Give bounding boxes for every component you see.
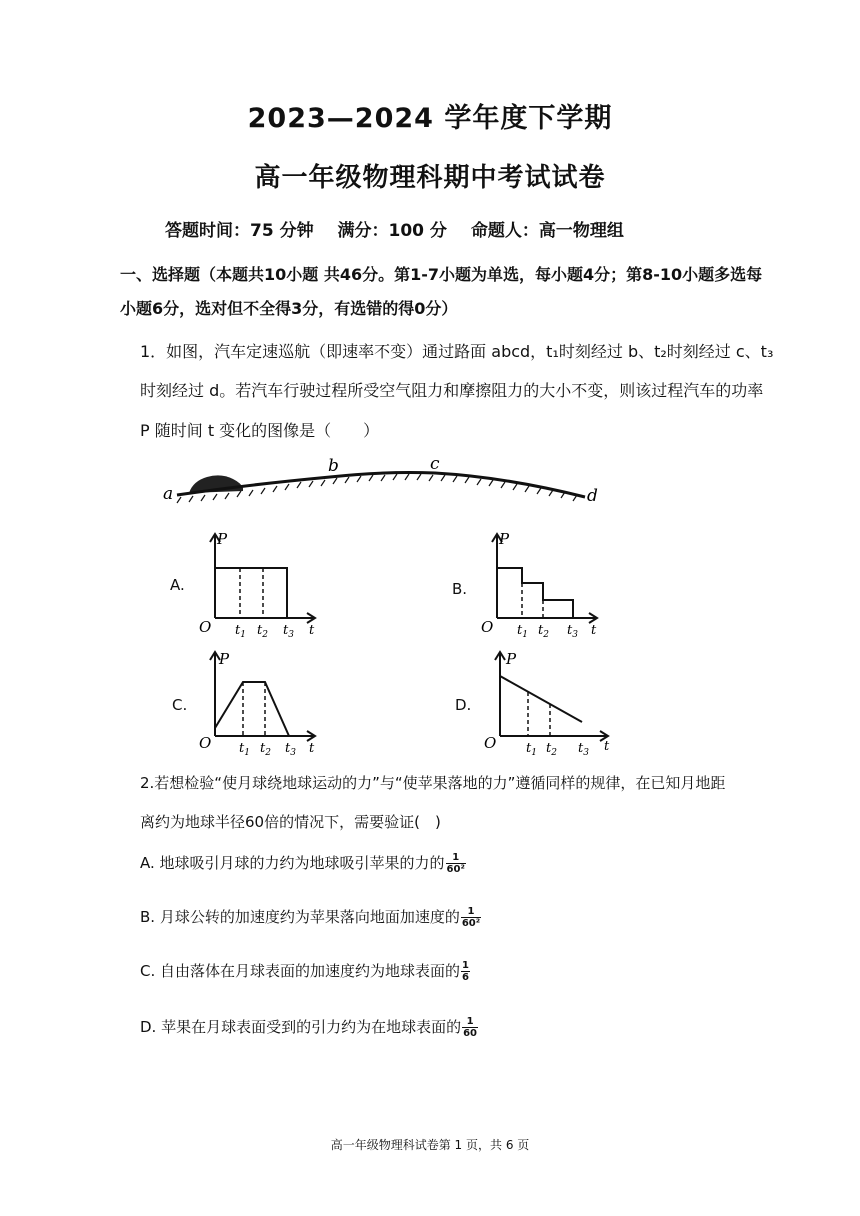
q2-option-b-fraction <box>461 906 481 929</box>
graph-a-ylabel: P <box>217 530 228 548</box>
q2-option-c <box>140 960 470 983</box>
graph-b-t1: $t_1$ <box>517 623 528 640</box>
graph-a-t2: $t_2$ <box>257 623 268 640</box>
graph-d-ylabel: P <box>506 650 517 668</box>
frac-num: 1 <box>462 960 469 971</box>
frac-num: 1 <box>446 852 466 864</box>
road-label-a: a <box>163 484 174 504</box>
graph-c <box>195 648 335 760</box>
exam-time: 答题时间：75 分钟 <box>165 221 314 241</box>
graph-d-t3: $t_3$ <box>578 741 589 758</box>
graph-d-line <box>500 676 582 722</box>
graph-d-t1: $t_1$ <box>526 741 537 758</box>
q2-option-d <box>140 1016 478 1039</box>
graph-b-origin: O <box>481 618 494 636</box>
frac-num: 1 <box>462 1016 478 1028</box>
road-label-d: d <box>587 486 598 506</box>
q2-line1: 2.若想检验“使月球绕地球运动的力”与“使苹果落地的力”遵循同样的规律，在已知月地距 <box>140 774 726 792</box>
graph-a-origin: O <box>199 618 212 636</box>
graph-a-t1: $t_1$ <box>235 623 246 640</box>
road-label-b: b <box>328 456 339 476</box>
q2-option-a <box>140 852 466 875</box>
graph-b-t2: $t_2$ <box>538 623 549 640</box>
graph-b <box>477 530 617 642</box>
page-footer: 高一年级物理科试卷第 1 页，共 6 页 <box>330 1138 530 1152</box>
exam-author: 命题人：高一物理组 <box>470 221 624 241</box>
graph-c-ylabel: P <box>219 650 230 668</box>
q2-option-b <box>140 906 481 929</box>
graph-a <box>195 530 335 642</box>
graph-d <box>480 648 630 760</box>
graph-a-t3: $t_3$ <box>283 623 294 640</box>
frac-num: 1 <box>461 906 481 918</box>
graph-b-ylabel: P <box>499 530 510 548</box>
graph-a-line <box>215 568 287 618</box>
exam-meta <box>165 216 642 241</box>
section-heading-line2: 小题6分，选对但不全得3分，有选错的得0分） <box>120 299 458 318</box>
section-heading-line1: 一、选择题（本题共10小题 共46分。第1-7小题为单选，每小题4分；第8-10小题多选每 <box>120 265 763 284</box>
graph-c-origin: O <box>199 734 212 752</box>
graph-c-t2: $t_2$ <box>260 741 271 758</box>
frac-den: 6 <box>462 972 469 983</box>
q2-option-a-fraction <box>446 852 466 875</box>
option-c-label: C. <box>172 696 188 714</box>
q2-option-c-text: C. 自由落体在月球表面的加速度约为地球表面的 <box>140 962 461 980</box>
exam-subtitle: 高一年级物理科期中考试试卷 <box>254 163 606 193</box>
q1-line1: 1．如图，汽车定速巡航（即速率不变）通过路面 abcd，t₁时刻经过 b、t₂时刻经过 c、t₃ <box>140 342 774 361</box>
q1-line3: P 随时间 t 变化的图像是（ ） <box>140 421 380 440</box>
q2-option-a-text: A. 地球吸引月球的力约为地球吸引苹果的力的 <box>140 854 445 872</box>
graph-b-xlabel: t <box>591 623 597 638</box>
graph-d-t2: $t_2$ <box>546 741 557 758</box>
graph-a-xlabel: t <box>309 623 315 638</box>
q2-option-c-fraction <box>461 960 470 983</box>
road-label-c: c <box>430 455 440 474</box>
option-a-label: A. <box>170 576 185 594</box>
graph-c-t3: $t_3$ <box>285 741 296 758</box>
frac-den: 60 <box>463 1028 478 1039</box>
q2-option-d-fraction <box>462 1016 478 1039</box>
graph-c-xlabel: t <box>309 741 315 756</box>
graph-b-line <box>497 568 573 618</box>
q2-line2: 离约为地球半径60倍的情况下，需要验证( ) <box>140 813 441 831</box>
frac-den: 60² <box>461 918 481 929</box>
graph-d-xlabel: t <box>604 739 610 754</box>
graph-b-t3: $t_3$ <box>567 623 578 640</box>
q2-option-b-text: B. 月球公转的加速度约为苹果落向地面加速度的 <box>140 908 460 926</box>
q2-option-d-text: D. 苹果在月球表面受到的引力约为在地球表面的 <box>140 1018 462 1036</box>
graph-c-line <box>215 682 289 736</box>
road-figure <box>155 455 615 515</box>
frac-den: 60² <box>446 864 465 875</box>
q1-line2: 时刻经过 d。若汽车行驶过程所受空气阻力和摩擦阻力的大小不变，则该过程汽车的功率 <box>140 381 764 400</box>
option-b-label: B. <box>452 580 468 598</box>
graph-d-origin: O <box>484 734 497 752</box>
graph-c-t1: $t_1$ <box>239 741 250 758</box>
exam-title: 2023—2024 学年度下学期 <box>247 103 613 134</box>
exam-score: 满分：100 分 <box>337 221 447 241</box>
option-d-label: D. <box>455 696 472 714</box>
